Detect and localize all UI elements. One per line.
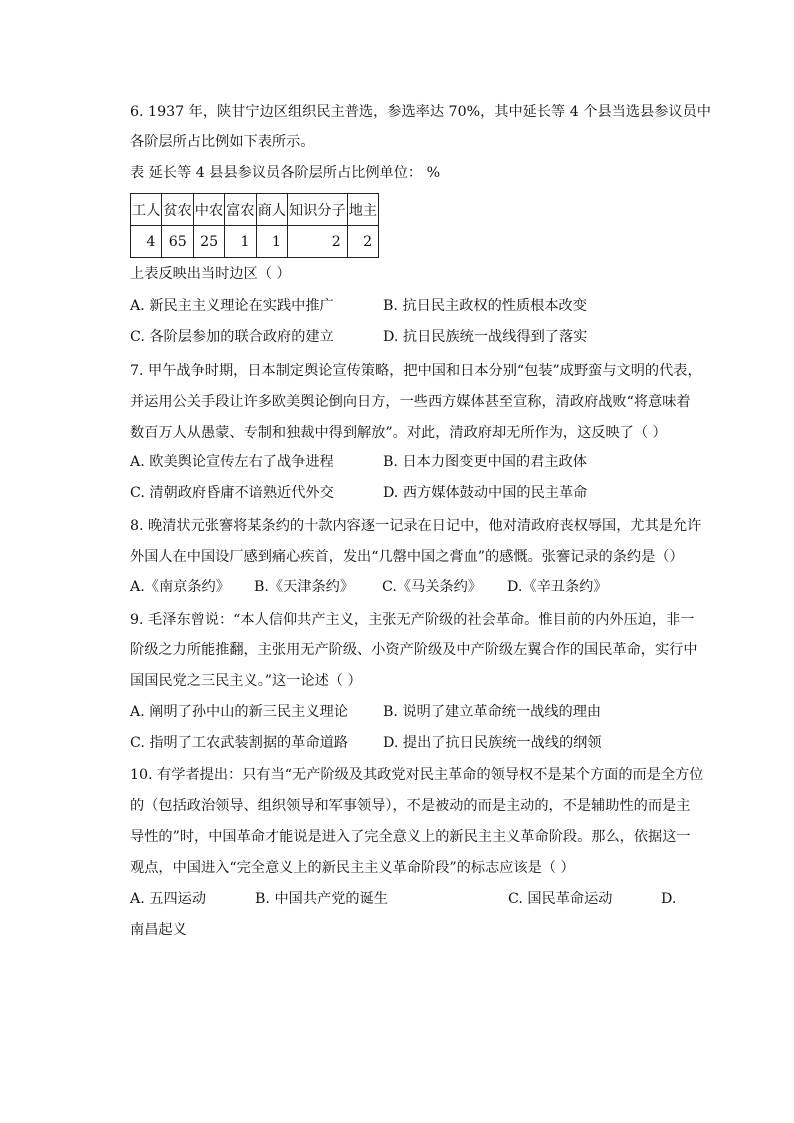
table-cell: 1 [256, 226, 287, 258]
q6-stem-line-2: 各阶层所占比例如下表所示。 [130, 134, 315, 150]
q8-option-a[interactable]: A.《南京条约》 [130, 579, 230, 595]
table-header-cell: 富农 [225, 194, 256, 226]
q7-stem-line-1: 7. 甲午战争时期，日本制定舆论宣传策略，把中国和日本分别“包装”成野蛮与文明的代表， [130, 363, 702, 379]
q9-option-b[interactable]: B. 说明了建立革命统一战线的理由 [383, 704, 602, 720]
table-cell: 4 [131, 226, 162, 258]
q10-option-b[interactable]: B. 中国共产党的诞生 [255, 891, 388, 907]
table-header-cell: 贫农 [162, 194, 193, 226]
table-header-row [131, 194, 379, 226]
q9-option-d[interactable]: D. 提出了抗日民族统一战线的纲领 [383, 735, 602, 751]
q6-option-c[interactable]: C. 各阶层参加的联合政府的建立 [130, 329, 334, 345]
q10-option-d[interactable]: D. [661, 891, 677, 907]
q10-stem-line-1: 10. 有学者提出：只有当“无产阶级及其政党对民主革命的领导权不是某个方面的而是全方位 [130, 767, 704, 783]
q9-option-c[interactable]: C. 指明了工农武装割据的革命道路 [130, 735, 348, 751]
q7-stem-line-3: 数百万人从愚蒙、专制和独裁中得到解放”。对此，清政府却无所作为，这反映了（ ） [130, 425, 667, 441]
table-header-cell: 工人 [131, 194, 162, 226]
q8-stem-line-1: 8. 晚清状元张謇将某条约的十款内容逐一记录在日记中，他对清政府丧权辱国，尤其是允许 [130, 518, 702, 534]
q6-option-a[interactable]: A. 新民主主义理论在实践中推广 [130, 298, 334, 314]
q6-question-stem: 上表反映出当时边区（ ） [130, 266, 291, 282]
q6-proportion-table [130, 193, 379, 258]
q6-stem-line-1: 6. 1937 年，陕甘宁边区组织民主普选，参选率达 70%，其中延长等 4 个县当选县参议员中 [130, 104, 711, 120]
q8-option-d[interactable]: D.《辛丑条约》 [507, 579, 608, 595]
table-cell: 65 [162, 226, 193, 258]
q8-option-c[interactable]: C.《马关条约》 [382, 579, 482, 595]
table-header-cell: 中农 [193, 194, 224, 226]
q10-stem-line-3: 导性的”时，中国革命才能说是进入了完全意义上的新民主主义革命阶段。那么，依据这一 [130, 829, 691, 845]
q6-option-b[interactable]: B. 抗日民主政权的性质根本改变 [383, 298, 587, 314]
q7-option-a[interactable]: A. 欧美舆论宣传左右了战争进程 [130, 454, 334, 470]
table-cell: 1 [225, 226, 256, 258]
q9-stem-line-3: 国国民党之三民主义。”这一论述（ ） [130, 673, 362, 689]
q10-stem-line-2: 的（包括政治领导、组织领导和军事领导），不是被动的而是主动的，不是辅助性的而是主 [130, 798, 691, 814]
q10-stem-line-4: 观点，中国进入“完全意义上的新民主主义革命阶段”的标志应该是（ ） [130, 860, 575, 876]
table-cell: 2 [287, 226, 347, 258]
table-cell: 25 [193, 226, 224, 258]
table-header-cell: 商人 [256, 194, 287, 226]
q6-table-caption: 表 延长等 4 县县参议员各阶层所占比例单位： % [130, 165, 441, 181]
table-cell: 2 [347, 226, 378, 258]
q7-option-b[interactable]: B. 日本力图变更中国的君主政体 [383, 454, 587, 470]
q9-stem-line-1: 9. 毛泽东曾说：“本人信仰共产主义，主张无产阶级的社会革命。惟目前的内外压迫，非一 [130, 612, 695, 628]
q8-option-b[interactable]: B.《天津条约》 [254, 579, 355, 595]
q7-option-c[interactable]: C. 清朝政府昏庸不谙熟近代外交 [130, 485, 334, 501]
q10-option-a[interactable]: A. 五四运动 [130, 891, 207, 907]
table-header-cell: 知识分子 [287, 194, 347, 226]
q10-option-d-text[interactable]: 南昌起义 [130, 922, 187, 938]
q7-option-d[interactable]: D. 西方媒体鼓动中国的民主革命 [383, 485, 588, 501]
q9-stem-line-2: 阶级之力所能推翻，主张用无产阶级、小资产阶级及中产阶级左翼合作的国民革命，实行中 [130, 642, 698, 658]
q6-option-d[interactable]: D. 抗日民族统一战线得到了落实 [383, 329, 588, 345]
q10-option-c[interactable]: C. 国民革命运动 [508, 891, 613, 907]
q8-stem-line-2: 外国人在中国设厂感到痛心疾首，发出“几罄中国之膏血”的感慨。张謇记录的条约是（） [130, 549, 684, 565]
q9-option-a[interactable]: A. 阐明了孙中山的新三民主义理论 [130, 704, 348, 720]
table-header-cell: 地主 [347, 194, 378, 226]
q7-stem-line-2: 并运用公关手段让许多欧美舆论倒向日方，一些西方媒体甚至宣称，清政府战败“将意味着 [130, 394, 691, 410]
table-row [131, 226, 379, 258]
